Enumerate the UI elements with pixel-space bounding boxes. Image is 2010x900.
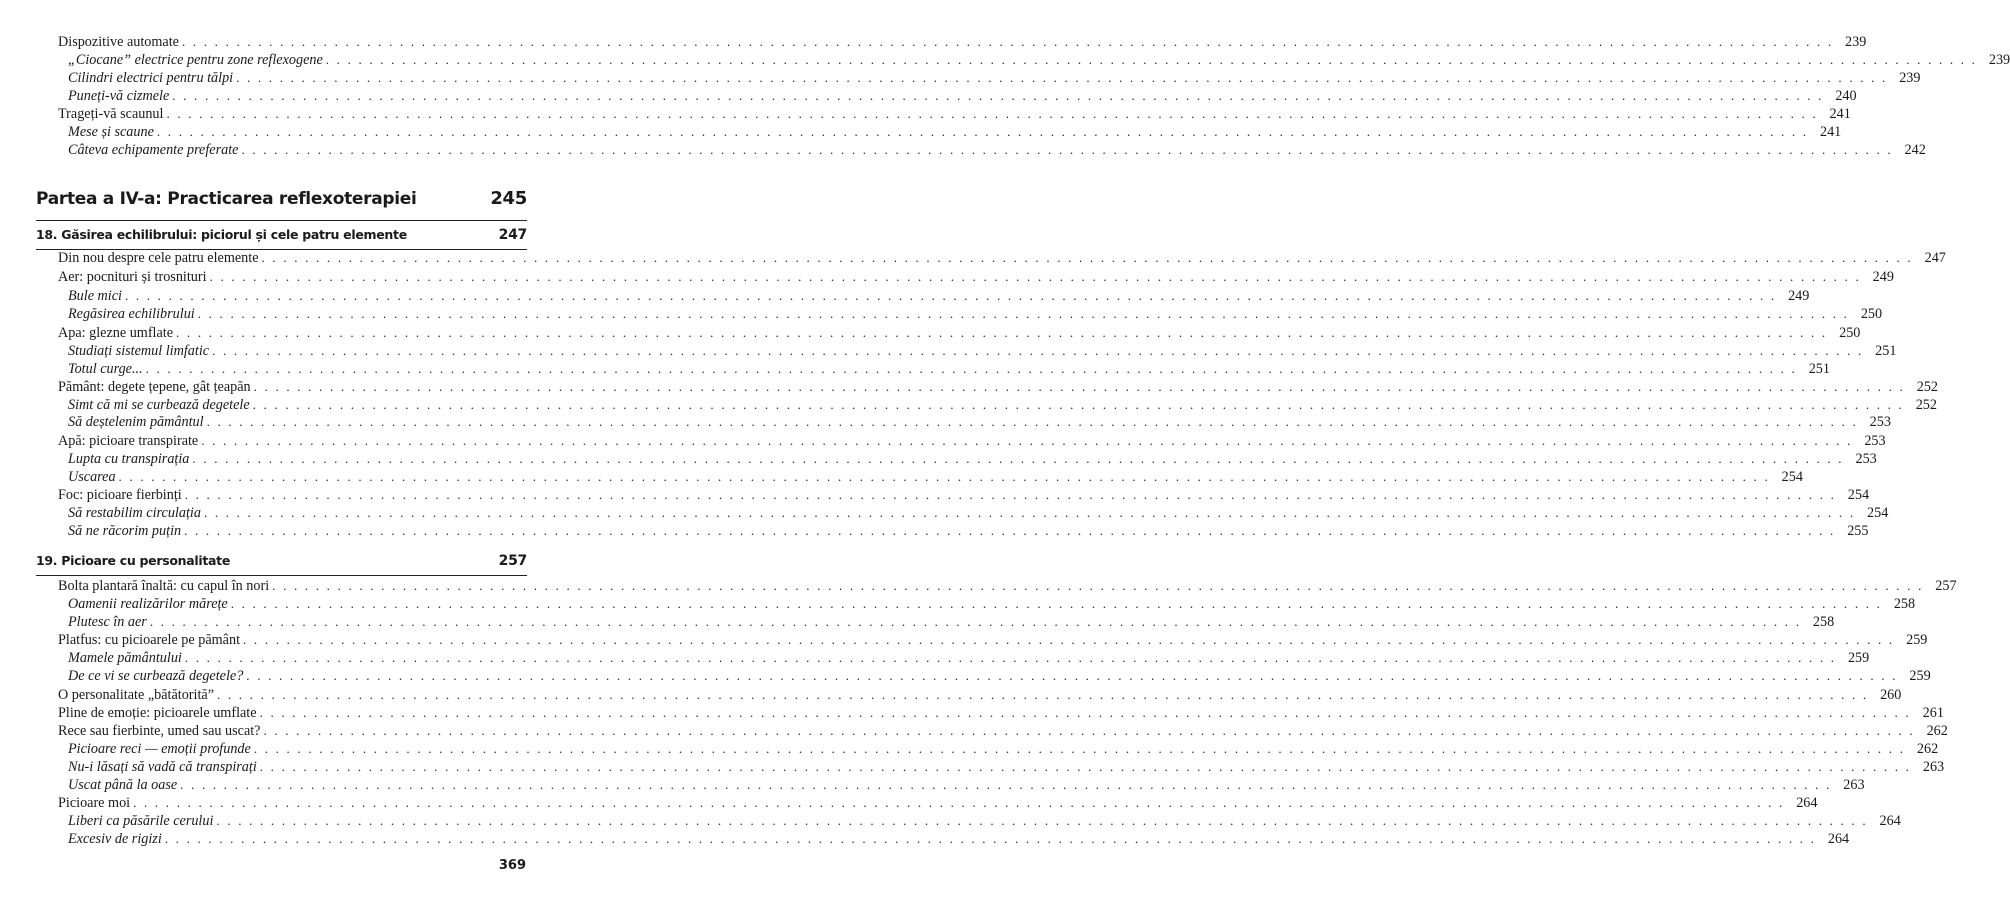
leader-dots bbox=[272, 577, 1923, 595]
toc-entry bbox=[0, 740, 1939, 758]
leader-dots bbox=[172, 87, 1823, 105]
leader-dots bbox=[184, 522, 1835, 540]
toc-entry-page: 242 bbox=[1904, 142, 1926, 158]
leader-dots bbox=[254, 378, 1905, 396]
toc-entry-page: 254 bbox=[1781, 469, 1803, 485]
part-rule bbox=[36, 220, 527, 221]
leader-dots bbox=[260, 704, 1911, 722]
toc-entry bbox=[0, 686, 1902, 704]
leader-dots bbox=[133, 794, 1784, 812]
leader-dots bbox=[192, 450, 1843, 468]
toc-entry bbox=[0, 87, 1857, 105]
toc-entry-title: Oamenii realizărilor mărețe bbox=[68, 596, 228, 612]
part-title: Partea a IV-a: Practicarea reflexoterapiei bbox=[36, 189, 417, 209]
toc-entry bbox=[0, 613, 1835, 631]
leader-dots bbox=[198, 305, 1849, 323]
leader-dots bbox=[253, 396, 1904, 414]
toc-entry-title: Aer: pocnituri și trosnituri bbox=[58, 269, 207, 285]
toc-entry-page: 264 bbox=[1796, 795, 1818, 811]
chapter-title: 19. Picioare cu personalitate bbox=[36, 553, 230, 568]
toc-entry-page: 262 bbox=[1926, 723, 1948, 739]
toc-entry bbox=[0, 141, 1926, 159]
toc-entry-title: Bule mici bbox=[68, 288, 122, 304]
toc-entry-title: Totul curge... bbox=[68, 361, 143, 377]
toc-entry-page: 250 bbox=[1860, 306, 1883, 322]
toc-entry bbox=[0, 577, 1957, 595]
toc-entry-page: 249 bbox=[1788, 288, 1810, 304]
chapter-title: 18. Găsirea echilibrului: piciorul și cele patru elemente bbox=[36, 227, 407, 242]
toc-entry bbox=[0, 631, 1928, 649]
toc-entry-page: 260 bbox=[1880, 687, 1902, 703]
toc-entry bbox=[0, 413, 1891, 431]
toc-entry-page: 253 bbox=[1869, 414, 1891, 430]
toc-entry-page: 258 bbox=[1812, 614, 1835, 630]
toc-entry-page: 264 bbox=[1879, 813, 1901, 829]
toc-entry bbox=[0, 595, 1916, 613]
leader-dots bbox=[236, 69, 1887, 87]
toc-entry bbox=[0, 378, 1938, 396]
toc-entry bbox=[0, 794, 1818, 812]
toc-entry-page: 254 bbox=[1867, 505, 1889, 521]
toc-entry-title: Să restabilim circulația bbox=[68, 505, 201, 521]
page-number: 369 bbox=[498, 858, 526, 873]
toc-entry bbox=[0, 360, 1830, 378]
toc-entry-title: Câteva echipamente preferate bbox=[68, 142, 239, 158]
toc-entry-page: 239 bbox=[1988, 52, 2010, 68]
leader-dots bbox=[216, 812, 1867, 830]
toc-entry-title: Apa: glezne umflate bbox=[58, 325, 174, 341]
leader-dots bbox=[185, 649, 1836, 667]
toc-entry-page: 259 bbox=[1847, 650, 1870, 666]
leader-dots bbox=[157, 123, 1808, 141]
toc-entry-title: Plutesc în aer bbox=[68, 614, 147, 630]
leader-dots bbox=[260, 758, 1911, 776]
toc-entry bbox=[0, 342, 1897, 360]
chapter-heading bbox=[36, 227, 527, 249]
toc-entry-title: „Ciocane” electrice pentru zone reflexogene bbox=[68, 52, 323, 68]
toc-entry-page: 251 bbox=[1808, 361, 1830, 377]
toc-entry bbox=[0, 522, 1869, 540]
leader-dots bbox=[180, 776, 1831, 794]
leader-dots bbox=[231, 595, 1882, 613]
toc-entry bbox=[0, 704, 1944, 722]
toc-entry-page: 257 bbox=[1935, 578, 1957, 594]
toc-entry-title: Simt că mi se curbează degetele bbox=[68, 397, 250, 413]
chapter-heading bbox=[36, 553, 527, 575]
toc-entry-title: Picioare reci — emoții profunde bbox=[68, 741, 251, 757]
toc-entry-title: Liberi ca păsările cerului bbox=[68, 813, 214, 829]
toc-entry-title: Să deștelenim pământul bbox=[68, 414, 204, 430]
toc-entry bbox=[0, 432, 1886, 450]
leader-dots bbox=[262, 249, 1913, 267]
toc-entry bbox=[0, 649, 1870, 667]
toc-entry-page: 263 bbox=[1922, 759, 1945, 775]
toc-entry-page: 263 bbox=[1843, 777, 1865, 793]
toc-entry-page: 254 bbox=[1847, 487, 1870, 503]
toc-entry-title: Mese și scaune bbox=[68, 124, 154, 140]
toc-entry bbox=[0, 305, 1883, 323]
toc-entry-title: Bolta plantară înaltă: cu capul în nori bbox=[58, 578, 270, 594]
toc-entry-title: Rece sau fierbinte, umed sau uscat? bbox=[58, 723, 261, 739]
toc-entry-page: 251 bbox=[1875, 343, 1897, 359]
toc-entry bbox=[0, 758, 1945, 776]
toc-entry bbox=[0, 287, 1810, 305]
leader-dots bbox=[243, 631, 1894, 649]
leader-dots bbox=[166, 105, 1817, 123]
toc-entry-title: Platfus: cu picioarele pe pământ bbox=[58, 632, 241, 648]
leader-dots bbox=[246, 667, 1897, 685]
toc-entry bbox=[0, 504, 1889, 522]
toc-entry bbox=[0, 324, 1861, 342]
leader-dots bbox=[326, 51, 1977, 69]
leader-dots bbox=[201, 432, 1852, 450]
leader-dots bbox=[210, 268, 1861, 286]
toc-entry bbox=[0, 812, 1901, 830]
toc-entry-page: 241 bbox=[1829, 106, 1851, 122]
toc-entry-title: Foc: picioare fierbinți bbox=[58, 487, 182, 503]
toc-entry bbox=[0, 123, 1842, 141]
toc-entry-page: 250 bbox=[1839, 325, 1861, 341]
toc-entry-title: O personalitate „bătătorită” bbox=[58, 687, 214, 703]
chapter-page: 257 bbox=[498, 553, 527, 569]
toc-entry bbox=[0, 51, 2010, 69]
leader-dots bbox=[165, 830, 1816, 848]
toc-entry-title: Să ne răcorim puțin bbox=[68, 523, 182, 539]
toc-entry-title: Regăsirea echilibrului bbox=[68, 306, 195, 322]
toc-entry-title: Puneți-vă cizmele bbox=[68, 88, 170, 104]
leader-dots bbox=[254, 740, 1905, 758]
part-page: 245 bbox=[490, 188, 527, 209]
leader-dots bbox=[212, 342, 1863, 360]
toc-entry-page: 259 bbox=[1909, 668, 1931, 684]
toc-entry-page: 249 bbox=[1872, 269, 1894, 285]
toc-entry-page: 253 bbox=[1864, 433, 1886, 449]
toc-entry-page: 252 bbox=[1915, 397, 1937, 413]
leader-dots bbox=[150, 613, 1801, 631]
toc-entry-page: 239 bbox=[1899, 70, 1921, 86]
toc-entry-page: 240 bbox=[1835, 88, 1857, 104]
toc-entry bbox=[0, 468, 1803, 486]
toc-entry-page: 261 bbox=[1922, 705, 1944, 721]
toc-entry-title: Pământ: degete țepene, gât țeapăn bbox=[58, 379, 251, 395]
toc-entry-page: 264 bbox=[1827, 831, 1850, 847]
toc-entry-page: 258 bbox=[1893, 596, 1916, 612]
toc-entry-page: 239 bbox=[1845, 34, 1867, 50]
toc-entry-title: Excesiv de rigizi bbox=[68, 831, 162, 847]
toc-entry-title: Din nou despre cele patru elemente bbox=[58, 250, 259, 266]
toc-entry bbox=[0, 268, 1894, 286]
toc-entry bbox=[0, 486, 1870, 504]
toc-entry bbox=[0, 105, 1851, 123]
toc-entry-title: Uscat până la oase bbox=[68, 777, 178, 793]
toc-entry bbox=[0, 722, 1948, 740]
leader-dots bbox=[217, 686, 1868, 704]
toc-entry-title: Lupta cu transpirația bbox=[68, 451, 190, 467]
toc-entry-title: Cilindri electrici pentru tălpi bbox=[68, 70, 234, 86]
toc-entry-title: Trageți-vă scaunul bbox=[58, 106, 164, 122]
toc-entry-title: Mamele pământului bbox=[68, 650, 182, 666]
toc-entry-title: De ce vi se curbează degetele? bbox=[68, 668, 244, 684]
toc-entry-title: Nu-i lăsați să vadă că transpirați bbox=[68, 759, 257, 775]
leader-dots bbox=[263, 722, 1914, 740]
toc-entry-title: Dispozitive automate bbox=[58, 34, 179, 50]
leader-dots bbox=[204, 504, 1855, 522]
leader-dots bbox=[176, 324, 1827, 342]
toc-entry-title: Apă: picioare transpirate bbox=[58, 433, 199, 449]
toc-entry-page: 255 bbox=[1847, 523, 1869, 539]
toc-entry bbox=[0, 69, 1921, 87]
leader-dots bbox=[119, 468, 1770, 486]
toc-entry bbox=[0, 450, 1877, 468]
toc-entry-page: 247 bbox=[1924, 250, 1946, 266]
leader-dots bbox=[241, 141, 1892, 159]
toc-entry bbox=[0, 776, 1865, 794]
leader-dots bbox=[185, 486, 1836, 504]
toc-entry bbox=[0, 396, 1937, 414]
toc-entry-page: 259 bbox=[1906, 632, 1928, 648]
leader-dots bbox=[207, 413, 1858, 431]
toc-entry-title: Studiați sistemul limfatic bbox=[68, 343, 210, 359]
toc-entry-title: Uscarea bbox=[68, 469, 116, 485]
toc-entry-title: Pline de emoție: picioarele umflate bbox=[58, 705, 257, 721]
chapter-rule bbox=[36, 575, 527, 576]
toc-entry bbox=[0, 249, 1946, 267]
leader-dots bbox=[146, 360, 1797, 378]
toc-entry bbox=[0, 830, 1850, 848]
leader-dots bbox=[182, 33, 1833, 51]
leader-dots bbox=[125, 287, 1776, 305]
toc-entry-page: 252 bbox=[1916, 379, 1938, 395]
toc-entry-page: 253 bbox=[1855, 451, 1877, 467]
toc-entry-page: 262 bbox=[1916, 741, 1939, 757]
toc-entry-title: Picioare moi bbox=[58, 795, 131, 811]
part-heading bbox=[36, 188, 527, 216]
toc-entry-page: 241 bbox=[1819, 124, 1842, 140]
chapter-page: 247 bbox=[498, 227, 527, 243]
toc-entry bbox=[0, 667, 1931, 685]
toc-entry bbox=[0, 33, 1867, 51]
